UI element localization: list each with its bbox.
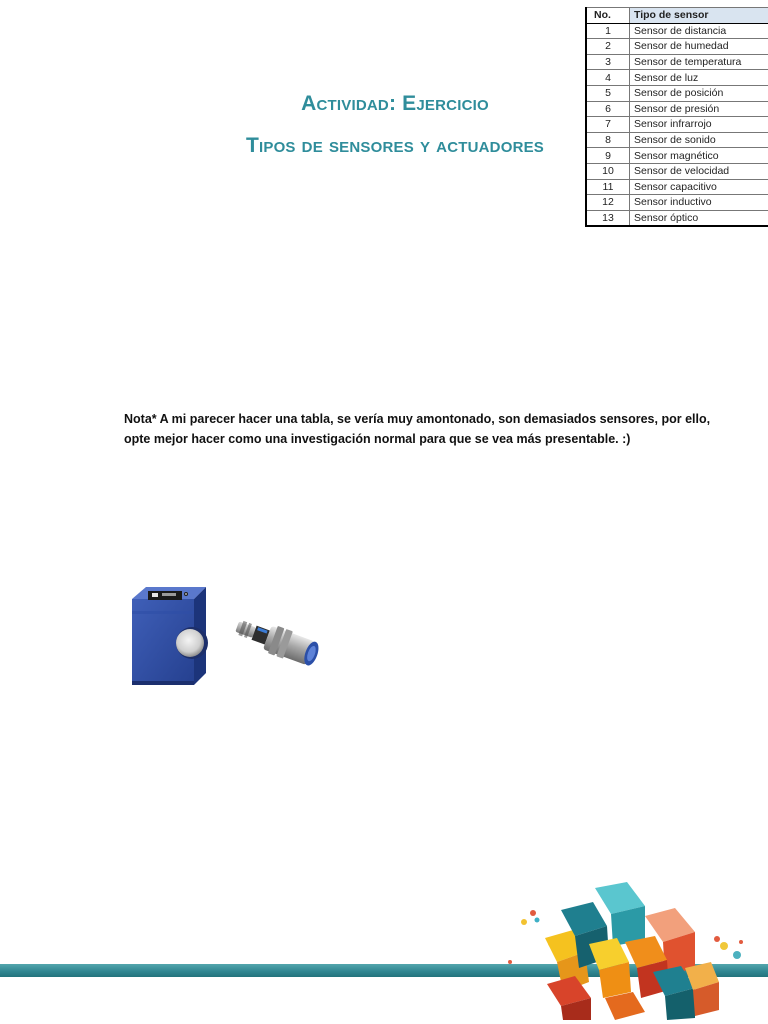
title-line-activity: Actividad: Ejercicio (301, 92, 489, 115)
table-row (586, 23, 768, 39)
row-number: 8 (586, 132, 630, 148)
note-line-1: Nota* A mi parecer hacer una tabla, se vería muy amontonado, son demasiados sensores, por ello, (124, 412, 711, 426)
row-sensor-type: Sensor infrarrojo (630, 117, 768, 133)
table-header-row (586, 8, 768, 24)
row-number: 6 (586, 101, 630, 117)
row-sensor-type: Sensor de temperatura (630, 54, 768, 70)
row-number: 3 (586, 54, 630, 70)
row-number: 11 (586, 179, 630, 195)
table-row (586, 195, 768, 211)
row-sensor-type: Sensor de sonido (630, 132, 768, 148)
row-number: 10 (586, 163, 630, 179)
row-sensor-type: Sensor de posición (630, 85, 768, 101)
row-sensor-type: Sensor capacitivo (630, 179, 768, 195)
row-number: 1 (586, 23, 630, 39)
table-row (586, 101, 768, 117)
row-number: 13 (586, 210, 630, 226)
row-sensor-type: Sensor de distancia (630, 23, 768, 39)
table-row (586, 210, 768, 226)
table-row (586, 39, 768, 55)
document-title (190, 92, 600, 158)
row-number: 9 (586, 148, 630, 164)
sensor-types-table (585, 7, 768, 227)
column-header-number: No. (586, 8, 630, 24)
title-line-topic: Tipos de sensores y actuadores (245, 134, 545, 157)
row-sensor-type: Sensor de velocidad (630, 163, 768, 179)
row-number: 2 (586, 39, 630, 55)
row-sensor-type: Sensor inductivo (630, 195, 768, 211)
row-number: 12 (586, 195, 630, 211)
row-sensor-type: Sensor óptico (630, 210, 768, 226)
note-line-2: opte mejor hacer como una investigación normal para que se vea más presentable. :) (124, 432, 631, 446)
column-header-sensor-type: Tipo de sensor (630, 8, 768, 24)
ultrasonic-sensor-image (128, 585, 210, 690)
table-row (586, 132, 768, 148)
table-row (586, 179, 768, 195)
table-row (586, 70, 768, 86)
row-sensor-type: Sensor de humedad (630, 39, 768, 55)
table-row (586, 85, 768, 101)
table-row (586, 148, 768, 164)
table-row (586, 54, 768, 70)
table-row (586, 117, 768, 133)
row-sensor-type: Sensor magnético (630, 148, 768, 164)
row-number: 5 (586, 85, 630, 101)
table-row (586, 163, 768, 179)
row-number: 4 (586, 70, 630, 86)
note-paragraph (124, 409, 724, 449)
cube-pattern-logo (505, 880, 760, 1020)
row-sensor-type: Sensor de luz (630, 70, 768, 86)
row-sensor-type: Sensor de presión (630, 101, 768, 117)
cylindrical-sensor-image (228, 612, 328, 674)
row-number: 7 (586, 117, 630, 133)
